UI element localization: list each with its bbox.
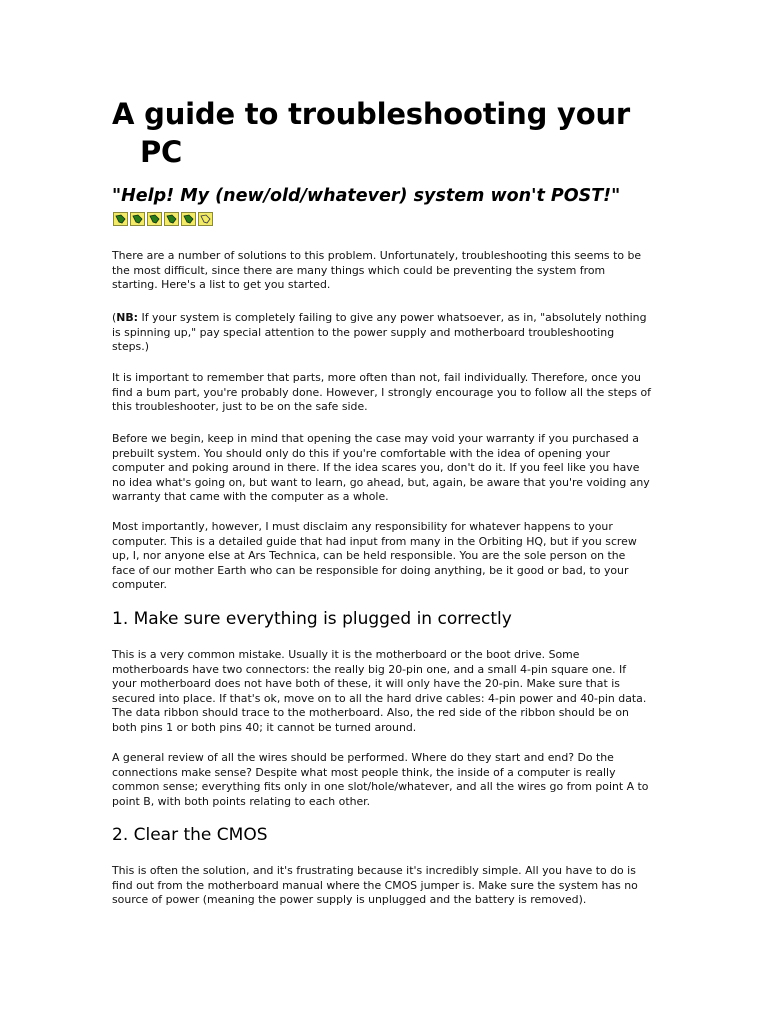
warranty-paragraph: Before we begin, keep in mind that opening the case may void your warranty if you purchased a prebuilt system. You should only do this if you're comfortable with the idea of opening your computer and poking around in there. If the idea scares you, don't do it. If you feel like you have no idea what's going on, but want to learn, go ahead, but, again, be aware that you're voiding any warranty that came with the computer as a whole. — [112, 432, 650, 504]
parts-paragraph: It is important to remember that parts, more often than not, fail individually. Therefore, once you find a bum part, you're probably done. However, I strongly encourage you to follow all the steps of this troubleshooter, just to be on the safe side. — [112, 371, 651, 414]
note-open-paren: ( — [112, 311, 117, 324]
note-text: If your system is completely failing to give any power whatsoever, as in, "absolutely nothing is spinning up," pay special attention to the power supply and motherboard troubleshooting steps.) — [112, 311, 647, 354]
section-2-heading: 2. Clear the CMOS — [112, 825, 268, 845]
rating-filled-icon — [181, 212, 196, 226]
rating-filled-icon — [164, 212, 179, 226]
note-paragraph — [112, 311, 652, 355]
disclaimer-paragraph: Most importantly, however, I must disclaim any responsibility for whatever happens to your computer. This is a detailed guide that had input from many in the Orbiting HQ, but if you screw up, I, nor anyone else at Ars Technica, can be held responsible. You are the sole person on the face of our mother Earth who can be responsible for doing anything, be it good or bad, to your computer. — [112, 520, 637, 592]
section-1-paragraph-1: This is a very common mistake. Usually it is the motherboard or the boot drive. Some motherboards have two connectors: the really big 20-pin one, and a small 4-pin square one. If your motherboard does not have both of these, it will only have the 20-pin. Make sure that is secured into place. If that's ok, move on to all the hard drive cables: 4-pin power and 40-pin data. The data ribbon should trace to the motherboard. Also, the red side of the ribbon should be on both pins 1 or both pins 40; it cannot be turned around. — [112, 648, 647, 734]
section-1-paragraph-2: A general review of all the wires should be performed. Where do they start and end? Do the connections make sense? Despite what most people think, the inside of a computer is really common sense; everything fits only in one slot/hole/whatever, and all the wires go from point A to point B, with both points relating to each other. — [112, 751, 649, 808]
rating-filled-icon — [113, 212, 128, 226]
page-title-line-2: PC — [140, 135, 183, 169]
rating-empty-icon — [198, 212, 213, 226]
page-title — [112, 95, 672, 171]
rating-filled-icon — [130, 212, 145, 226]
section-2-paragraph-1: This is often the solution, and it's frustrating because it's incredibly simple. All you have to do is find out from the motherboard manual where the CMOS jumper is. Make sure the system has no source of power (meaning the power supply is unplugged and the battery is removed). — [112, 864, 638, 907]
intro-paragraph: There are a number of solutions to this problem. Unfortunately, troubleshooting this seems to be the most difficult, since there are many things which could be preventing the system from starting. Here's a list to get you started. — [112, 249, 642, 292]
page-title-line-1: A guide to troubleshooting your — [112, 97, 631, 131]
rating-filled-icon — [147, 212, 162, 226]
section-1-heading: 1. Make sure everything is plugged in correctly — [112, 609, 512, 629]
note-label: NB: — [116, 311, 139, 324]
section-subtitle: "Help! My (new/old/whatever) system won't POST!" — [112, 186, 621, 206]
difficulty-rating — [113, 212, 213, 226]
